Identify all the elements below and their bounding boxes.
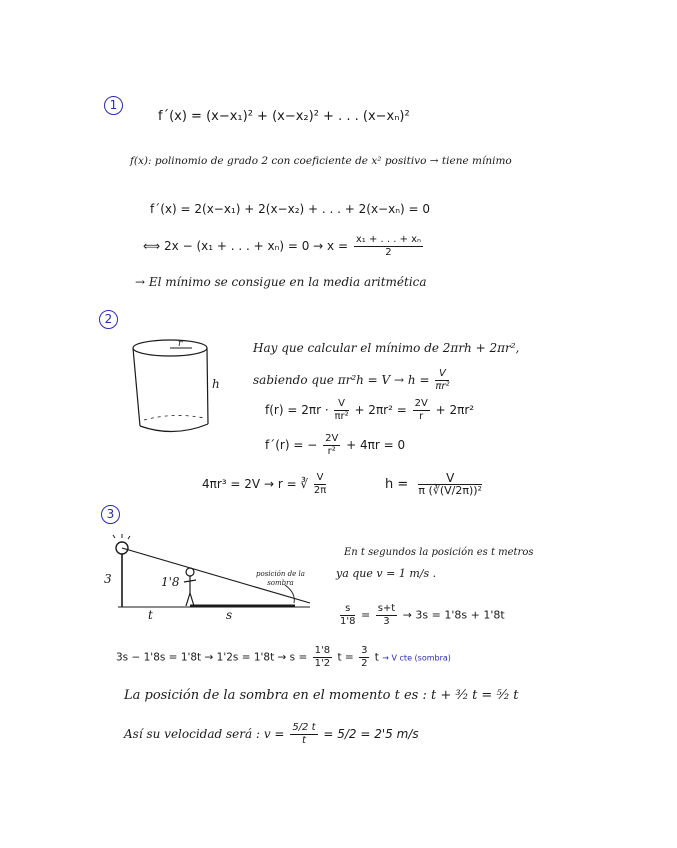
section-3-marker: 3 [101, 505, 120, 524]
cylinder-left-side [133, 348, 140, 426]
derivative-definition: f´(x) = (x−x₁)² + (x−x₂)² + . . . (x−xₙ)² [158, 109, 410, 124]
person-leg-right [190, 593, 194, 606]
cylinder-height-label: h [212, 377, 220, 391]
lamp-ray-3 [128, 536, 130, 539]
position-text-1: En t segundos la posición es t metros [344, 547, 534, 558]
shadow-solution: 3s − 1'8s = 1'8t → 1'2s = 1'8t → s = $\frac{1'8}{1'2}$ t = $\frac{3}{2}$ t → V cte (sombra) [116, 645, 451, 669]
cylinder-radius-label: r [178, 339, 183, 349]
lamp-height-label: 3 [104, 572, 112, 586]
shadow-position-statement: La posición de la sombra en el momento t es : t + ³⁄₂ t = ⁵⁄₂ t [124, 688, 519, 703]
surface-derivative: f´(r) = − $\frac{2V}{\text{r²}}$ + 4πr = 0 [265, 433, 406, 457]
distance-t-label: t [148, 608, 153, 622]
velocity-statement: Así su velocidad será : v = $\frac{5/2 t}{t}$ = 5/2 = 2'5 m/s [124, 722, 419, 746]
section-1-marker: 1 [104, 96, 123, 115]
equivalence-equation: ⟺ 2x − (x₁ + . . . + xₙ) = 0 → x = $\frac{\text{x₁ + . . . + xₙ}}{2}$ [143, 234, 422, 258]
cylinder-bottom [140, 424, 208, 432]
person-height-label: 1'8 [161, 575, 180, 589]
height-solution: h = $\frac{V}{\text{π (∛(V/2π))²}}$ [385, 471, 482, 497]
conclusion-arithmetic-mean: → El mínimo se consigue en la media aritmética [135, 275, 427, 289]
lamp-ray-1 [113, 535, 115, 538]
radius-solution: 4πr³ = 2V → r = ∛ $\frac{V}{2\pi}$ [202, 472, 327, 496]
volume-constraint: sabiendo que πr²h = V → h = $\frac{V}{\text{πr²}}$ [253, 368, 450, 392]
cylinder-bottom-hidden [144, 415, 204, 420]
derivative-expanded: f´(x) = 2(x−x₁) + 2(x−x₂) + . . . + 2(x−xₙ) = 0 [150, 202, 430, 216]
minimize-statement: Hay que calcular el mínimo de 2πrh + 2πr², [253, 341, 520, 355]
position-text-2: ya que v = 1 m/s . [336, 567, 437, 580]
surface-function: f(r) = 2πr · $\frac{V}{\text{πr²}}$ + 2πr² = $\frac{2V}{r}$ + 2πr² [265, 398, 475, 422]
person-head [186, 568, 194, 576]
section-2-marker: 2 [99, 310, 118, 329]
polynomial-description: f(x): polinomio de grado 2 con coeficiente de x² positivo → tiene mínimo [130, 155, 512, 167]
cylinder-right-side [207, 348, 208, 424]
proportion-equation: $\frac{s}{1'8}$ = $\frac{s+t}{3}$ → 3s = 1'8s + 1'8t [340, 603, 505, 627]
cylinder-drawing [130, 338, 220, 438]
constant-velocity-note: → V cte (sombra) [382, 653, 451, 663]
shadow-position-label: posición de la sombra [256, 570, 305, 587]
shadow-s-label: s [226, 608, 233, 622]
person-leg-left [186, 593, 190, 606]
